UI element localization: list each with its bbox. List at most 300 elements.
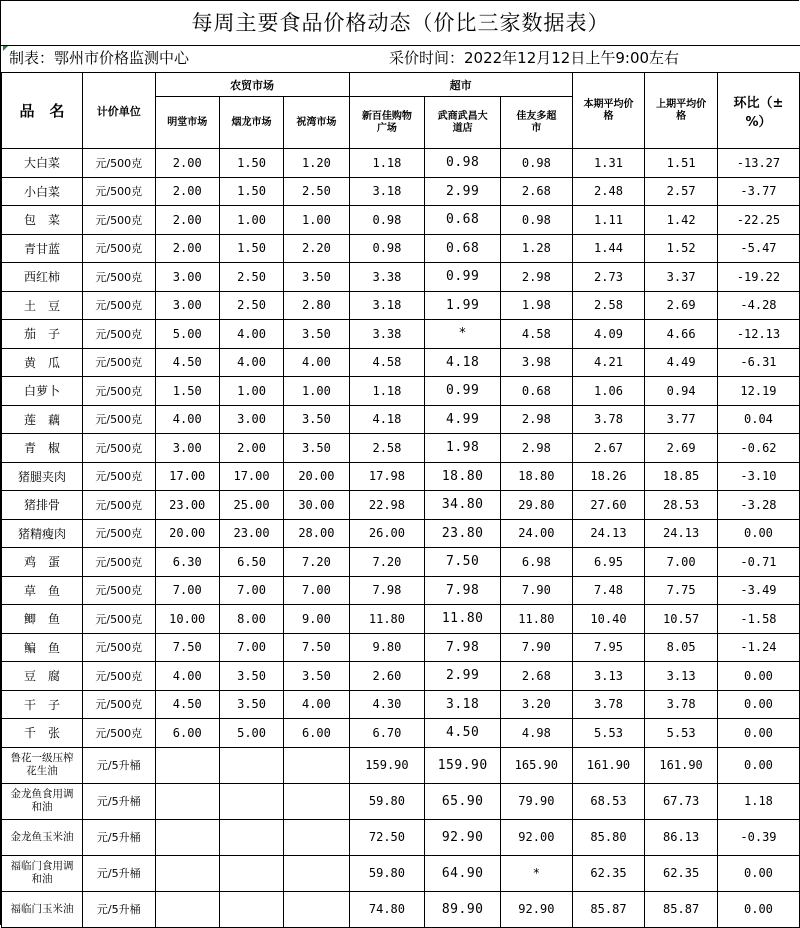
- meta-row: [1, 45, 800, 73]
- cell-market-2: 5.00: [219, 719, 283, 748]
- cell-change: -1.24: [717, 633, 799, 662]
- cell-previous-average: 8.05: [645, 633, 718, 662]
- header-name: 品 名: [2, 73, 83, 149]
- cell-market-3: 20.00: [284, 462, 349, 491]
- cell-supermarket-1: 1.18: [349, 149, 425, 178]
- cell-supermarket-2: 34.80: [425, 491, 501, 520]
- cell-name: 草 鱼: [2, 576, 83, 605]
- header-unit: 计价单位: [82, 73, 155, 149]
- cell-supermarket-2: 1.98: [425, 434, 501, 463]
- cell-name: 西红柿: [2, 263, 83, 292]
- table-body: [2, 149, 800, 928]
- cell-market-3: 3.50: [284, 263, 349, 292]
- cell-market-2: 3.00: [219, 405, 283, 434]
- cell-market-3: [284, 819, 349, 855]
- cell-previous-average: 85.87: [645, 891, 718, 927]
- table-row: [2, 405, 800, 434]
- cell-supermarket-3: 24.00: [501, 519, 573, 548]
- cell-previous-average: 18.85: [645, 462, 718, 491]
- cell-supermarket-1: 9.80: [349, 633, 425, 662]
- cell-market-1: 2.00: [155, 177, 219, 206]
- cell-name: 白萝卜: [2, 377, 83, 406]
- cell-supermarket-3: 4.98: [501, 719, 573, 748]
- cell-previous-average: 67.73: [645, 783, 718, 819]
- cell-supermarket-2: 0.99: [425, 263, 501, 292]
- cell-market-2: 1.00: [219, 206, 283, 235]
- header-supermarket-3: 佳友多超市: [501, 97, 573, 149]
- cell-unit: 元/500克: [82, 662, 155, 691]
- cell-market-1: [155, 747, 219, 783]
- cell-previous-average: 2.69: [645, 434, 718, 463]
- cell-unit: 元/500克: [82, 548, 155, 577]
- cell-market-1: 2.00: [155, 206, 219, 235]
- cell-change: -19.22: [717, 263, 799, 292]
- cell-supermarket-2: 7.98: [425, 576, 501, 605]
- cell-market-2: 1.50: [219, 177, 283, 206]
- cell-market-3: [284, 891, 349, 927]
- cell-name: 鲁花一级压榨花生油: [2, 747, 83, 783]
- cell-market-3: 9.00: [284, 605, 349, 634]
- cell-supermarket-1: 72.50: [349, 819, 425, 855]
- cell-market-2: [219, 783, 283, 819]
- cell-supermarket-2: 0.98: [425, 149, 501, 178]
- cell-supermarket-2: 23.80: [425, 519, 501, 548]
- cell-supermarket-1: 1.18: [349, 377, 425, 406]
- cell-supermarket-1: 2.60: [349, 662, 425, 691]
- cell-market-1: 6.00: [155, 719, 219, 748]
- cell-current-average: 1.11: [572, 206, 645, 235]
- cell-current-average: 6.95: [572, 548, 645, 577]
- cell-previous-average: 4.66: [645, 320, 718, 349]
- cell-market-1: 4.50: [155, 348, 219, 377]
- cell-supermarket-3: 2.98: [501, 434, 573, 463]
- cell-market-1: [155, 891, 219, 927]
- cell-market-2: 7.00: [219, 633, 283, 662]
- cell-name: 猪排骨: [2, 491, 83, 520]
- cell-supermarket-3: 3.20: [501, 690, 573, 719]
- cell-supermarket-2: 1.99: [425, 291, 501, 320]
- cell-market-3: 3.50: [284, 405, 349, 434]
- cell-market-1: 2.00: [155, 234, 219, 263]
- cell-market-3: 3.50: [284, 320, 349, 349]
- cell-market-2: [219, 855, 283, 891]
- table-row: [2, 633, 800, 662]
- cell-unit: 元/5升桶: [82, 747, 155, 783]
- cell-unit: 元/500克: [82, 491, 155, 520]
- cell-unit: 元/500克: [82, 177, 155, 206]
- cell-change: 0.00: [717, 747, 799, 783]
- cell-current-average: 10.40: [572, 605, 645, 634]
- cell-market-1: 23.00: [155, 491, 219, 520]
- cell-supermarket-3: 6.98: [501, 548, 573, 577]
- cell-supermarket-2: 0.99: [425, 377, 501, 406]
- cell-market-1: 3.00: [155, 434, 219, 463]
- cell-supermarket-1: 3.18: [349, 177, 425, 206]
- cell-supermarket-2: 64.90: [425, 855, 501, 891]
- cell-market-1: 3.00: [155, 263, 219, 292]
- cell-market-2: 2.50: [219, 263, 283, 292]
- cell-unit: 元/500克: [82, 348, 155, 377]
- cell-change: -6.31: [717, 348, 799, 377]
- table-row: [2, 291, 800, 320]
- cell-unit: 元/500克: [82, 377, 155, 406]
- table-row: [2, 519, 800, 548]
- cell-supermarket-3: 4.58: [501, 320, 573, 349]
- cell-change: 1.18: [717, 783, 799, 819]
- cell-unit: 元/500克: [82, 719, 155, 748]
- header-row-1: [2, 73, 800, 97]
- table-row: [2, 462, 800, 491]
- cell-supermarket-1: 3.38: [349, 263, 425, 292]
- cell-previous-average: 28.53: [645, 491, 718, 520]
- cell-market-1: [155, 855, 219, 891]
- cell-previous-average: 3.13: [645, 662, 718, 691]
- cell-market-3: 28.00: [284, 519, 349, 548]
- cell-current-average: 2.67: [572, 434, 645, 463]
- cell-change: 12.19: [717, 377, 799, 406]
- cell-previous-average: 24.13: [645, 519, 718, 548]
- cell-market-1: 7.50: [155, 633, 219, 662]
- cell-change: -5.47: [717, 234, 799, 263]
- cell-change: 0.00: [717, 719, 799, 748]
- cell-market-2: 23.00: [219, 519, 283, 548]
- cell-supermarket-3: 79.90: [501, 783, 573, 819]
- cell-name: 豆 腐: [2, 662, 83, 691]
- table-row: [2, 434, 800, 463]
- cell-previous-average: 161.90: [645, 747, 718, 783]
- cell-supermarket-3: 7.90: [501, 576, 573, 605]
- table-row: [2, 819, 800, 855]
- cell-market-3: 30.00: [284, 491, 349, 520]
- cell-current-average: 27.60: [572, 491, 645, 520]
- cell-unit: 元/500克: [82, 291, 155, 320]
- cell-market-1: 17.00: [155, 462, 219, 491]
- cell-supermarket-1: 74.80: [349, 891, 425, 927]
- cell-supermarket-1: 6.70: [349, 719, 425, 748]
- cell-market-2: 3.50: [219, 662, 283, 691]
- cell-previous-average: 1.52: [645, 234, 718, 263]
- cell-name: 土 豆: [2, 291, 83, 320]
- cell-previous-average: 7.00: [645, 548, 718, 577]
- cell-name: 猪精瘦肉: [2, 519, 83, 548]
- cell-previous-average: 2.57: [645, 177, 718, 206]
- cell-market-3: [284, 855, 349, 891]
- cell-market-1: 10.00: [155, 605, 219, 634]
- cell-supermarket-2: 89.90: [425, 891, 501, 927]
- cell-market-1: 4.00: [155, 662, 219, 691]
- cell-supermarket-2: 92.90: [425, 819, 501, 855]
- cell-previous-average: 1.42: [645, 206, 718, 235]
- cell-supermarket-2: 7.98: [425, 633, 501, 662]
- cell-unit: 元/5升桶: [82, 783, 155, 819]
- cell-supermarket-2: 2.99: [425, 177, 501, 206]
- table-row: [2, 662, 800, 691]
- cell-change: 0.00: [717, 891, 799, 927]
- cell-unit: 元/500克: [82, 320, 155, 349]
- table-row: [2, 855, 800, 891]
- cell-market-2: 3.50: [219, 690, 283, 719]
- cell-market-2: 17.00: [219, 462, 283, 491]
- cell-unit: 元/500克: [82, 605, 155, 634]
- cell-change: 0.04: [717, 405, 799, 434]
- cell-supermarket-1: 0.98: [349, 234, 425, 263]
- cell-market-3: 7.00: [284, 576, 349, 605]
- cell-change: -12.13: [717, 320, 799, 349]
- table-row: [2, 377, 800, 406]
- cell-change: -13.27: [717, 149, 799, 178]
- cell-supermarket-2: 2.99: [425, 662, 501, 691]
- header-supermarket-2: 武商武昌大道店: [425, 97, 501, 149]
- cell-supermarket-2: 159.90: [425, 747, 501, 783]
- cell-market-2: 25.00: [219, 491, 283, 520]
- cell-supermarket-3: 165.90: [501, 747, 573, 783]
- cell-supermarket-3: 2.98: [501, 405, 573, 434]
- header-market-3: 祝湾市场: [284, 97, 349, 149]
- cell-previous-average: 3.77: [645, 405, 718, 434]
- table-row: [2, 690, 800, 719]
- table-row: [2, 719, 800, 748]
- cell-current-average: 68.53: [572, 783, 645, 819]
- cell-market-1: [155, 819, 219, 855]
- cell-current-average: 2.73: [572, 263, 645, 292]
- cell-supermarket-2: 4.50: [425, 719, 501, 748]
- cell-market-1: 1.50: [155, 377, 219, 406]
- cell-current-average: 18.26: [572, 462, 645, 491]
- cell-supermarket-2: 65.90: [425, 783, 501, 819]
- cell-market-2: 1.50: [219, 149, 283, 178]
- cell-name: 青 椒: [2, 434, 83, 463]
- cell-supermarket-3: 18.80: [501, 462, 573, 491]
- cell-previous-average: 10.57: [645, 605, 718, 634]
- maker-label: 制表：鄂州市价格监测中心: [9, 49, 190, 67]
- header-market-1: 明堂市场: [155, 97, 219, 149]
- cell-change: 0.00: [717, 519, 799, 548]
- cell-supermarket-1: 7.98: [349, 576, 425, 605]
- cell-previous-average: 3.78: [645, 690, 718, 719]
- cell-supermarket-1: 4.58: [349, 348, 425, 377]
- header-market-2: 烟龙市场: [219, 97, 283, 149]
- cell-market-1: [155, 783, 219, 819]
- cell-market-3: 4.00: [284, 690, 349, 719]
- cell-unit: 元/500克: [82, 462, 155, 491]
- cell-unit: 元/500克: [82, 519, 155, 548]
- cell-current-average: 85.87: [572, 891, 645, 927]
- cell-current-average: 3.13: [572, 662, 645, 691]
- cell-market-3: 1.00: [284, 206, 349, 235]
- cell-market-3: 7.20: [284, 548, 349, 577]
- header-previous-average: 上期平均价格: [645, 73, 718, 149]
- cell-change: -0.71: [717, 548, 799, 577]
- cell-market-1: 20.00: [155, 519, 219, 548]
- cell-market-1: 5.00: [155, 320, 219, 349]
- cell-unit: 元/5升桶: [82, 891, 155, 927]
- cell-supermarket-1: 0.98: [349, 206, 425, 235]
- cell-unit: 元/500克: [82, 405, 155, 434]
- cell-change: -3.77: [717, 177, 799, 206]
- cell-change: -4.28: [717, 291, 799, 320]
- cell-market-3: 2.80: [284, 291, 349, 320]
- table-row: [2, 491, 800, 520]
- cell-unit: 元/500克: [82, 633, 155, 662]
- cell-current-average: 2.48: [572, 177, 645, 206]
- cell-supermarket-1: 26.00: [349, 519, 425, 548]
- cell-market-3: 7.50: [284, 633, 349, 662]
- cell-supermarket-3: 0.98: [501, 149, 573, 178]
- cell-unit: 元/500克: [82, 149, 155, 178]
- cell-change: 0.00: [717, 690, 799, 719]
- cell-current-average: 3.78: [572, 405, 645, 434]
- cell-previous-average: 2.69: [645, 291, 718, 320]
- cell-change: -22.25: [717, 206, 799, 235]
- cell-change: 0.00: [717, 662, 799, 691]
- cell-name: 莲 藕: [2, 405, 83, 434]
- cell-supermarket-2: 18.80: [425, 462, 501, 491]
- cell-market-3: 3.50: [284, 434, 349, 463]
- cell-supermarket-1: 17.98: [349, 462, 425, 491]
- cell-supermarket-1: 59.80: [349, 855, 425, 891]
- table-row: [2, 348, 800, 377]
- cell-supermarket-3: 0.98: [501, 206, 573, 235]
- cell-unit: 元/500克: [82, 576, 155, 605]
- cell-unit: 元/5升桶: [82, 819, 155, 855]
- cell-previous-average: 5.53: [645, 719, 718, 748]
- cell-market-1: 2.00: [155, 149, 219, 178]
- cell-supermarket-3: *: [501, 855, 573, 891]
- cell-market-2: 4.00: [219, 320, 283, 349]
- header-supermarket-1: 新百佳购物广场: [349, 97, 425, 149]
- cell-supermarket-2: 3.18: [425, 690, 501, 719]
- cell-supermarket-1: 7.20: [349, 548, 425, 577]
- cell-change: -3.10: [717, 462, 799, 491]
- cell-name: 黄 瓜: [2, 348, 83, 377]
- cell-current-average: 4.09: [572, 320, 645, 349]
- cell-market-3: [284, 747, 349, 783]
- cell-supermarket-2: 11.80: [425, 605, 501, 634]
- cell-supermarket-1: 4.30: [349, 690, 425, 719]
- cell-market-3: 3.50: [284, 662, 349, 691]
- cell-change: -3.28: [717, 491, 799, 520]
- cell-market-3: 1.20: [284, 149, 349, 178]
- cell-name: 小白菜: [2, 177, 83, 206]
- header-current-average: 本期平均价格: [572, 73, 645, 149]
- cell-market-1: 4.50: [155, 690, 219, 719]
- cell-name: 金龙鱼食用调和油: [2, 783, 83, 819]
- cell-unit: 元/500克: [82, 690, 155, 719]
- cell-supermarket-3: 2.98: [501, 263, 573, 292]
- cell-current-average: 2.58: [572, 291, 645, 320]
- cell-supermarket-3: 29.80: [501, 491, 573, 520]
- cell-market-1: 4.00: [155, 405, 219, 434]
- cell-previous-average: 86.13: [645, 819, 718, 855]
- table-row: [2, 783, 800, 819]
- cell-comment-marker-icon: [3, 46, 8, 51]
- cell-previous-average: 0.94: [645, 377, 718, 406]
- cell-supermarket-2: 0.68: [425, 234, 501, 263]
- cell-supermarket-2: *: [425, 320, 501, 349]
- cell-name: 干 子: [2, 690, 83, 719]
- cell-change: -0.39: [717, 819, 799, 855]
- cell-name: 鸡 蛋: [2, 548, 83, 577]
- cell-name: 鳊 鱼: [2, 633, 83, 662]
- table-row: [2, 206, 800, 235]
- cell-name: 福临门玉米油: [2, 891, 83, 927]
- cell-supermarket-1: 3.38: [349, 320, 425, 349]
- cell-name: 青甘蓝: [2, 234, 83, 263]
- cell-current-average: 1.31: [572, 149, 645, 178]
- cell-market-2: [219, 891, 283, 927]
- cell-supermarket-3: 92.90: [501, 891, 573, 927]
- cell-unit: 元/500克: [82, 434, 155, 463]
- cell-supermarket-1: 11.80: [349, 605, 425, 634]
- cell-supermarket-3: 1.98: [501, 291, 573, 320]
- cell-unit: 元/500克: [82, 263, 155, 292]
- cell-supermarket-3: 3.98: [501, 348, 573, 377]
- table-row: [2, 891, 800, 927]
- cell-market-2: [219, 747, 283, 783]
- table-row: [2, 234, 800, 263]
- cell-previous-average: 62.35: [645, 855, 718, 891]
- cell-change: -1.58: [717, 605, 799, 634]
- cell-supermarket-2: 4.18: [425, 348, 501, 377]
- table-row: [2, 576, 800, 605]
- cell-current-average: 161.90: [572, 747, 645, 783]
- cell-current-average: 62.35: [572, 855, 645, 891]
- table-row: [2, 263, 800, 292]
- cell-market-2: 1.00: [219, 377, 283, 406]
- cell-name: 福临门食用调和油: [2, 855, 83, 891]
- collect-time-label: 采价时间：2022年12月12日上午9:00左右: [389, 49, 680, 67]
- cell-name: 鲫 鱼: [2, 605, 83, 634]
- cell-supermarket-1: 4.18: [349, 405, 425, 434]
- cell-previous-average: 4.49: [645, 348, 718, 377]
- cell-name: 茄 子: [2, 320, 83, 349]
- cell-previous-average: 3.37: [645, 263, 718, 292]
- cell-supermarket-3: 7.90: [501, 633, 573, 662]
- cell-supermarket-1: 159.90: [349, 747, 425, 783]
- cell-market-2: 7.00: [219, 576, 283, 605]
- cell-market-3: 6.00: [284, 719, 349, 748]
- cell-supermarket-3: 11.80: [501, 605, 573, 634]
- cell-market-3: 2.50: [284, 177, 349, 206]
- cell-change: 0.00: [717, 855, 799, 891]
- cell-name: 猪腿夹肉: [2, 462, 83, 491]
- cell-market-3: 2.20: [284, 234, 349, 263]
- table-row: [2, 605, 800, 634]
- cell-market-2: 1.50: [219, 234, 283, 263]
- cell-market-2: 6.50: [219, 548, 283, 577]
- cell-supermarket-1: 3.18: [349, 291, 425, 320]
- cell-market-3: 1.00: [284, 377, 349, 406]
- cell-market-2: [219, 819, 283, 855]
- cell-supermarket-3: 2.68: [501, 177, 573, 206]
- header-change: 环比（±%）: [717, 73, 799, 149]
- page-title: 每周主要食品价格动态（价比三家数据表）: [1, 1, 800, 46]
- cell-market-2: 2.50: [219, 291, 283, 320]
- header-supermarkets: 超市: [349, 73, 572, 97]
- cell-market-2: 4.00: [219, 348, 283, 377]
- cell-supermarket-1: 22.98: [349, 491, 425, 520]
- cell-change: -0.62: [717, 434, 799, 463]
- cell-current-average: 3.78: [572, 690, 645, 719]
- cell-current-average: 1.44: [572, 234, 645, 263]
- cell-unit: 元/500克: [82, 206, 155, 235]
- cell-supermarket-3: 92.00: [501, 819, 573, 855]
- cell-name: 包 菜: [2, 206, 83, 235]
- cell-previous-average: 1.51: [645, 149, 718, 178]
- cell-supermarket-3: 0.68: [501, 377, 573, 406]
- table-row: [2, 747, 800, 783]
- cell-current-average: 24.13: [572, 519, 645, 548]
